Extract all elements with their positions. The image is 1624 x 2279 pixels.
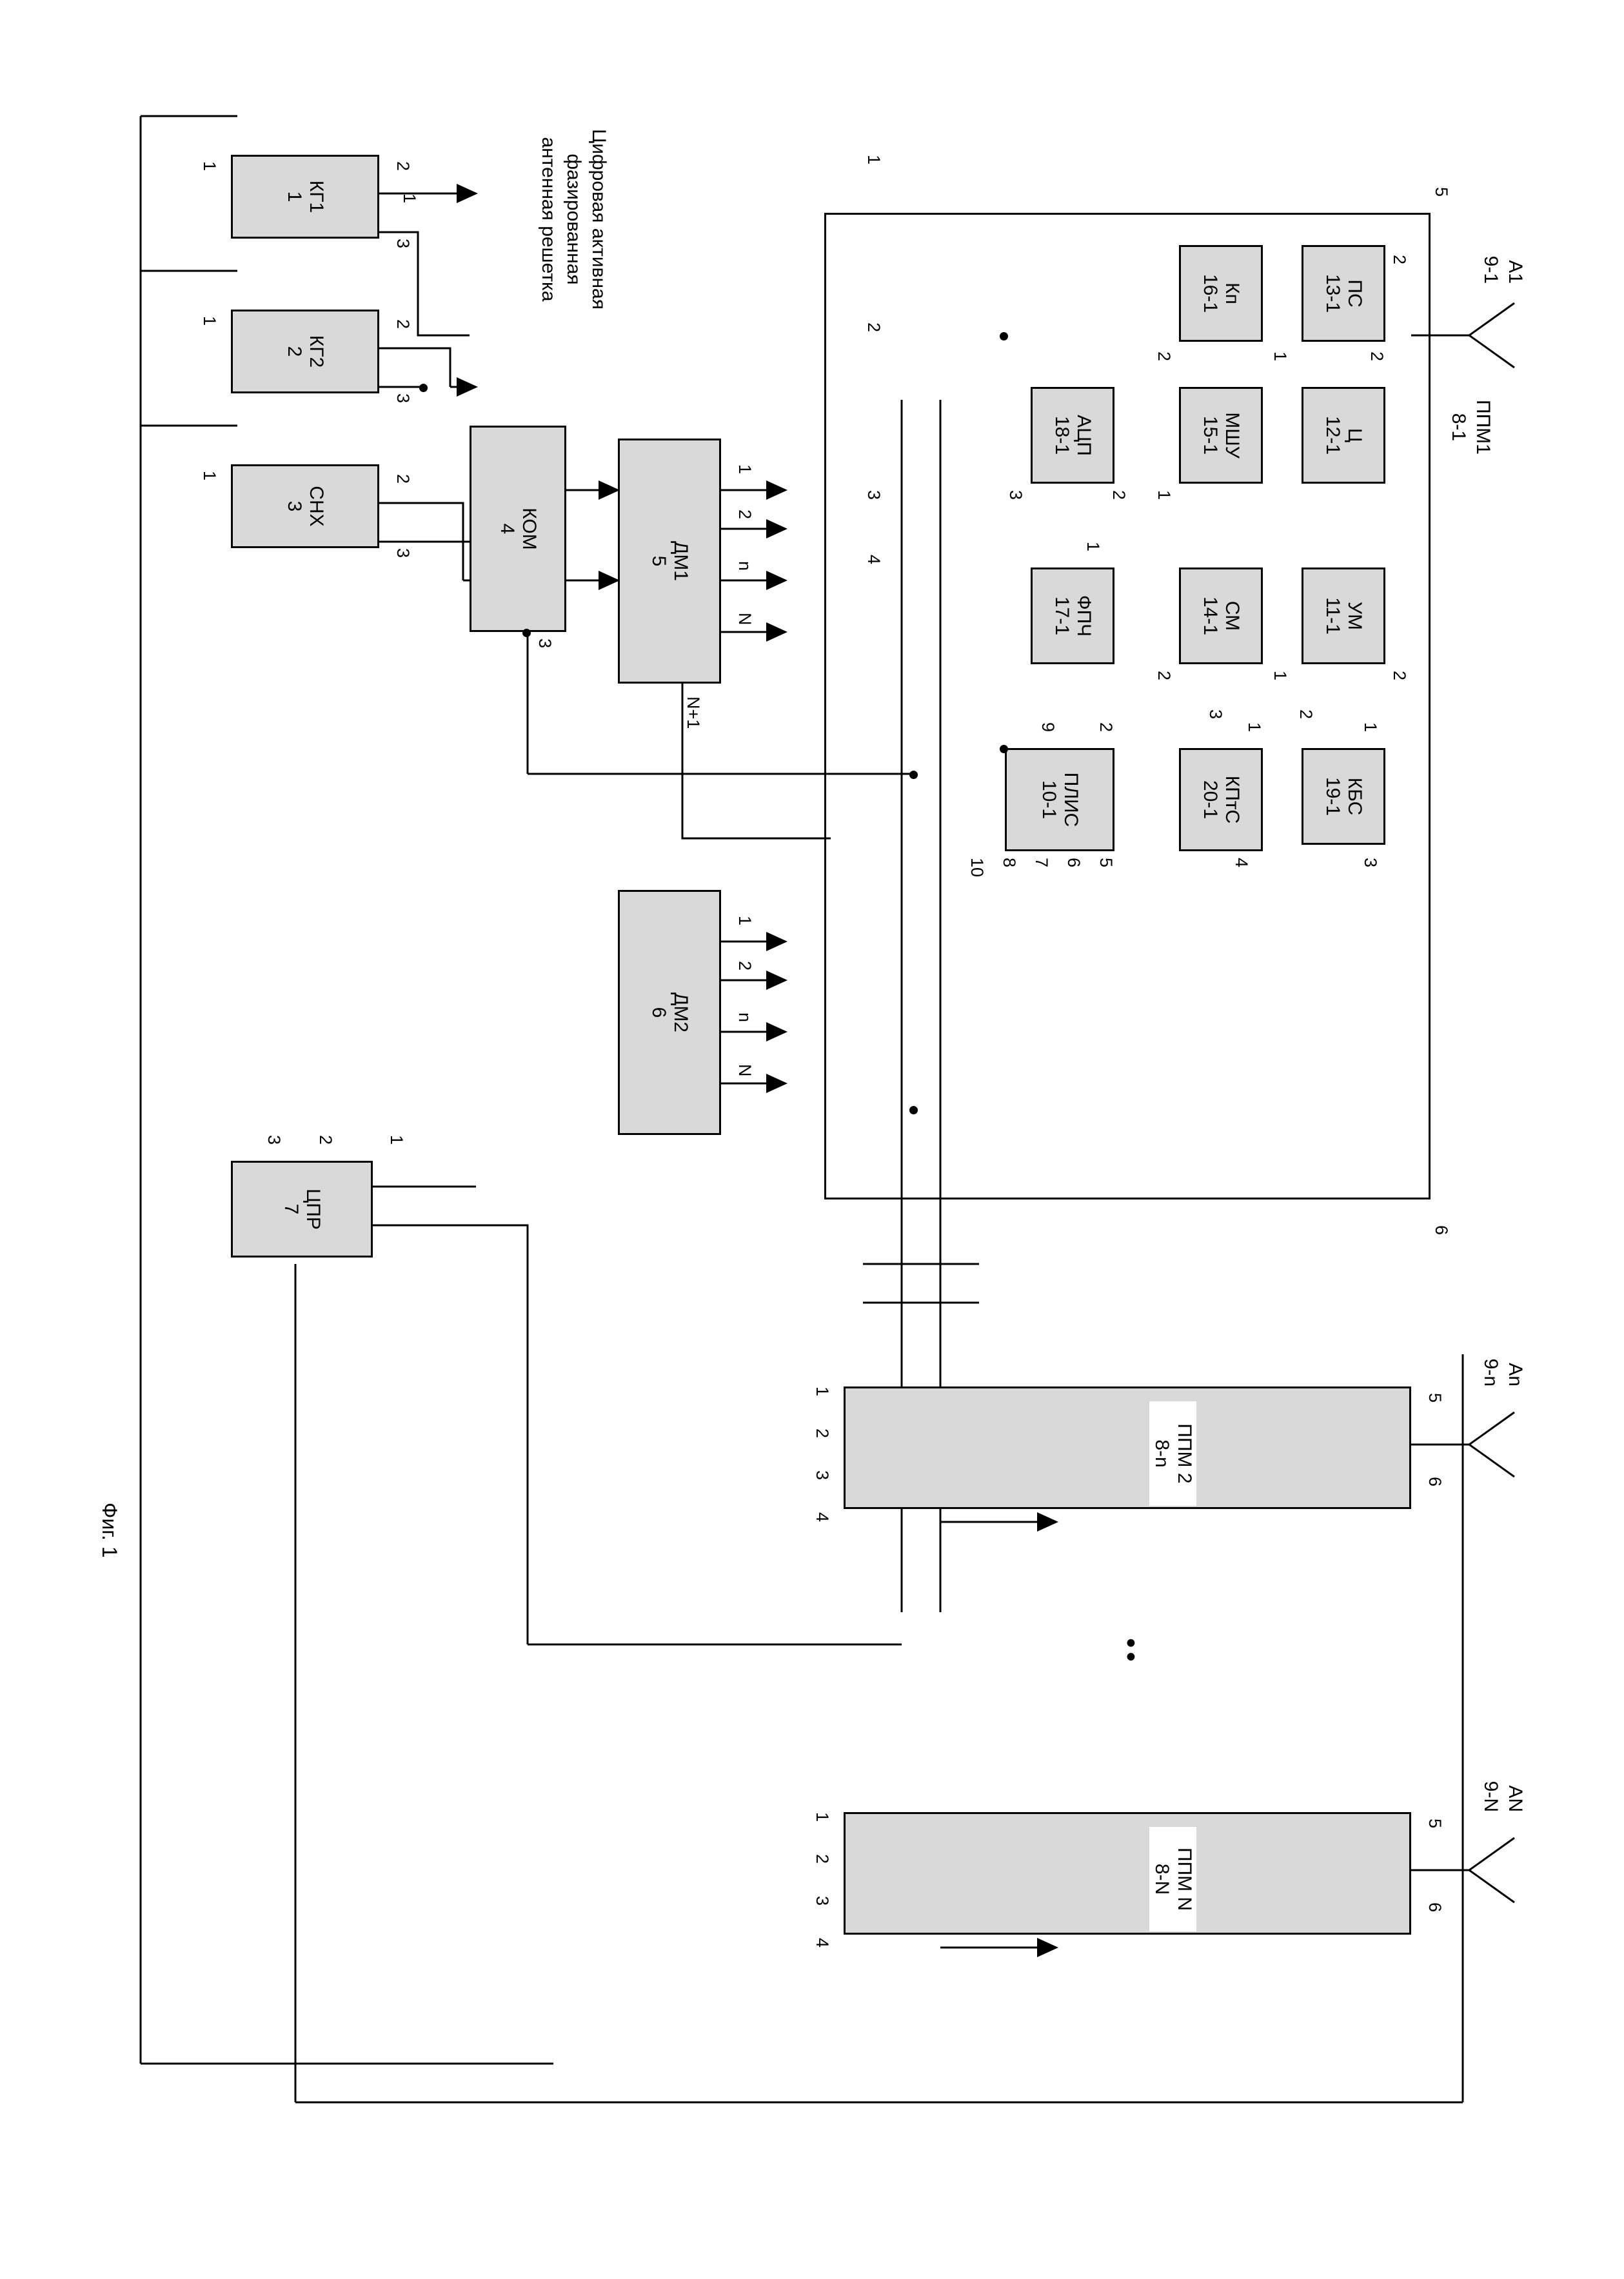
port-num: 3 xyxy=(393,239,413,249)
ppm1-label-text: ППМ1 xyxy=(1472,400,1494,455)
block-dm1-ref: 5 xyxy=(648,555,669,567)
block-kg1-ref: 1 xyxy=(284,191,305,202)
port-num: 1 xyxy=(813,1386,832,1397)
antenna-an-name: Аn xyxy=(1505,1363,1526,1386)
port-num: 1 xyxy=(1271,351,1290,362)
junction-dot xyxy=(909,1106,918,1114)
block-ps-ref: 13-1 xyxy=(1322,273,1343,313)
figure-caption: Фиг. 1 xyxy=(98,1503,121,1558)
block-plis-label: ПЛИС xyxy=(1060,772,1082,827)
block-kom-label: КОМ xyxy=(519,508,540,550)
block-adc-ref: 18-1 xyxy=(1051,415,1073,455)
port-num: 5 xyxy=(1425,1393,1445,1403)
port-num: 2 xyxy=(735,961,755,971)
block-dm2-ref: 6 xyxy=(648,1007,669,1018)
port-num: 2 xyxy=(1154,671,1174,681)
port-num: 3 xyxy=(1206,709,1225,720)
block-kpts-label: КПтС xyxy=(1222,775,1243,824)
junction-dot xyxy=(1000,745,1008,753)
port-num: 1 xyxy=(200,161,219,172)
figure-title-line2: антенная решетка xyxy=(538,137,559,302)
port-num: 2 xyxy=(813,1854,832,1864)
port-num: 1 xyxy=(1271,671,1290,681)
port-num: 5 xyxy=(1096,858,1116,868)
port-num: 2 xyxy=(393,319,413,330)
antenna-a1-name: А1 xyxy=(1505,260,1526,284)
figure-title-line1: Цифровая активная фазированная xyxy=(563,129,609,310)
port-num: 2 xyxy=(316,1135,335,1145)
port-num: 1 xyxy=(735,916,755,926)
port-num: 1 xyxy=(735,464,755,475)
port-num: 3 xyxy=(813,1470,832,1481)
block-adc-label: АЦП xyxy=(1073,415,1095,456)
port-num: 1 xyxy=(1361,722,1380,733)
junction-dot xyxy=(909,771,918,779)
port-num: 10 xyxy=(967,858,987,878)
port-num: 2 xyxy=(1096,722,1116,733)
port-num: 3 xyxy=(393,393,413,404)
port-num: 6 xyxy=(1425,1902,1445,1913)
port-num: 1 xyxy=(387,1135,406,1145)
port-num: 2 xyxy=(393,474,413,484)
ppm2-label-text: ППМ 2 xyxy=(1174,1423,1195,1484)
antenna-aN-label xyxy=(1479,1741,1527,1812)
block-cpr-ref: 7 xyxy=(281,1203,302,1215)
block-cpr-label: ЦПР xyxy=(302,1189,324,1230)
antenna-aN-ref: 9-N xyxy=(1480,1781,1502,1812)
block-dm2-label: ДМ2 xyxy=(670,992,692,1032)
port-num: 6 xyxy=(1064,858,1084,868)
port-num: 4 xyxy=(864,555,884,565)
port-num: 2 xyxy=(813,1428,832,1439)
block-kbs-ref: 19-1 xyxy=(1322,776,1343,816)
port-num: 2 xyxy=(1367,351,1387,362)
block-plis-ref: 10-1 xyxy=(1038,780,1060,820)
port-num: 4 xyxy=(813,1938,832,1948)
block-kg2-label: КГ2 xyxy=(306,335,328,368)
port-num: 2 xyxy=(393,161,413,172)
port-num: N xyxy=(735,1064,755,1077)
port-num: 2 xyxy=(864,322,884,333)
port-num: 1 xyxy=(1154,490,1174,500)
junction-dot xyxy=(522,629,531,637)
ellipsis-ppm: •• xyxy=(1115,1638,1147,1666)
port-num: n xyxy=(735,1012,755,1023)
block-kp-ref: 16-1 xyxy=(1200,273,1221,313)
port-num: 1 xyxy=(400,193,419,204)
block-dm1-label: ДМ1 xyxy=(670,541,692,581)
port-num: 3 xyxy=(1006,490,1025,500)
block-snh-ref: 3 xyxy=(284,500,305,512)
port-num: 5 xyxy=(1432,187,1451,197)
antenna-an-ref: 9-n xyxy=(1480,1358,1502,1386)
port-num: 3 xyxy=(535,638,555,649)
port-num: 2 xyxy=(1296,709,1316,720)
port-num: 9 xyxy=(1038,722,1058,733)
port-num: 1 xyxy=(1245,722,1264,733)
port-num: 2 xyxy=(1390,255,1409,265)
block-kom-ref: 4 xyxy=(497,523,518,535)
block-um-label: УМ xyxy=(1344,601,1366,631)
antenna-aN-name: АN xyxy=(1505,1785,1526,1812)
block-mshu-ref: 15-1 xyxy=(1200,415,1221,455)
antenna-a1-label xyxy=(1479,213,1527,284)
block-sm-ref: 14-1 xyxy=(1200,596,1221,636)
port-num: 1 xyxy=(200,316,219,326)
port-num: 2 xyxy=(1154,351,1174,362)
ppmn-label-text: ППМ N xyxy=(1174,1847,1195,1911)
port-num: 4 xyxy=(1232,858,1251,868)
port-num: 7 xyxy=(1032,858,1051,868)
port-num: 2 xyxy=(1390,671,1409,681)
port-num: 4 xyxy=(813,1512,832,1523)
antenna-a1-ref: 9-1 xyxy=(1480,255,1502,284)
port-num: 6 xyxy=(1432,1225,1451,1236)
ppm2-label-ref: 8-n xyxy=(1151,1439,1173,1468)
block-sm-label: СМ xyxy=(1222,600,1243,631)
ppm1-label-ref: 8-1 xyxy=(1448,413,1470,442)
block-kg2-ref: 2 xyxy=(284,346,305,357)
block-c-label: Ц xyxy=(1344,428,1366,443)
port-num: n xyxy=(735,561,755,571)
block-mshu-label: МШУ xyxy=(1222,412,1243,459)
port-num: N xyxy=(735,613,755,626)
port-num: 1 xyxy=(864,155,884,165)
port-num: 3 xyxy=(1361,858,1380,868)
port-num: 1 xyxy=(200,471,219,481)
port-num: 3 xyxy=(864,490,884,500)
port-num: 5 xyxy=(1425,1819,1445,1829)
block-um-ref: 11-1 xyxy=(1322,597,1343,635)
block-fpch-ref: 17-1 xyxy=(1051,596,1073,636)
port-num: 8 xyxy=(1000,858,1019,868)
ppmn-label-ref: 8-N xyxy=(1151,1863,1173,1895)
block-kpts-ref: 20-1 xyxy=(1200,780,1221,820)
antenna-an-label xyxy=(1479,1316,1527,1386)
block-kp-label: Кп xyxy=(1222,282,1243,304)
junction-dot xyxy=(1000,332,1008,340)
block-kbs-label: КБС xyxy=(1344,777,1366,816)
port-num: 1 xyxy=(1084,542,1103,552)
port-num: 2 xyxy=(1109,490,1129,500)
block-c-ref: 12-1 xyxy=(1322,415,1343,455)
port-num: N+1 xyxy=(684,696,703,729)
block-fpch-label: ФПЧ xyxy=(1073,595,1095,637)
port-num: 3 xyxy=(813,1896,832,1906)
block-ps-label: ПС xyxy=(1344,279,1366,308)
port-num: 3 xyxy=(264,1135,284,1145)
junction-dot xyxy=(419,384,428,392)
block-kg1-label: КГ1 xyxy=(306,180,328,213)
block-snh-label: СНХ xyxy=(306,486,328,527)
port-num: 1 xyxy=(813,1812,832,1822)
port-num: 3 xyxy=(393,548,413,558)
port-num: 2 xyxy=(735,509,755,520)
port-num: 6 xyxy=(1425,1477,1445,1487)
